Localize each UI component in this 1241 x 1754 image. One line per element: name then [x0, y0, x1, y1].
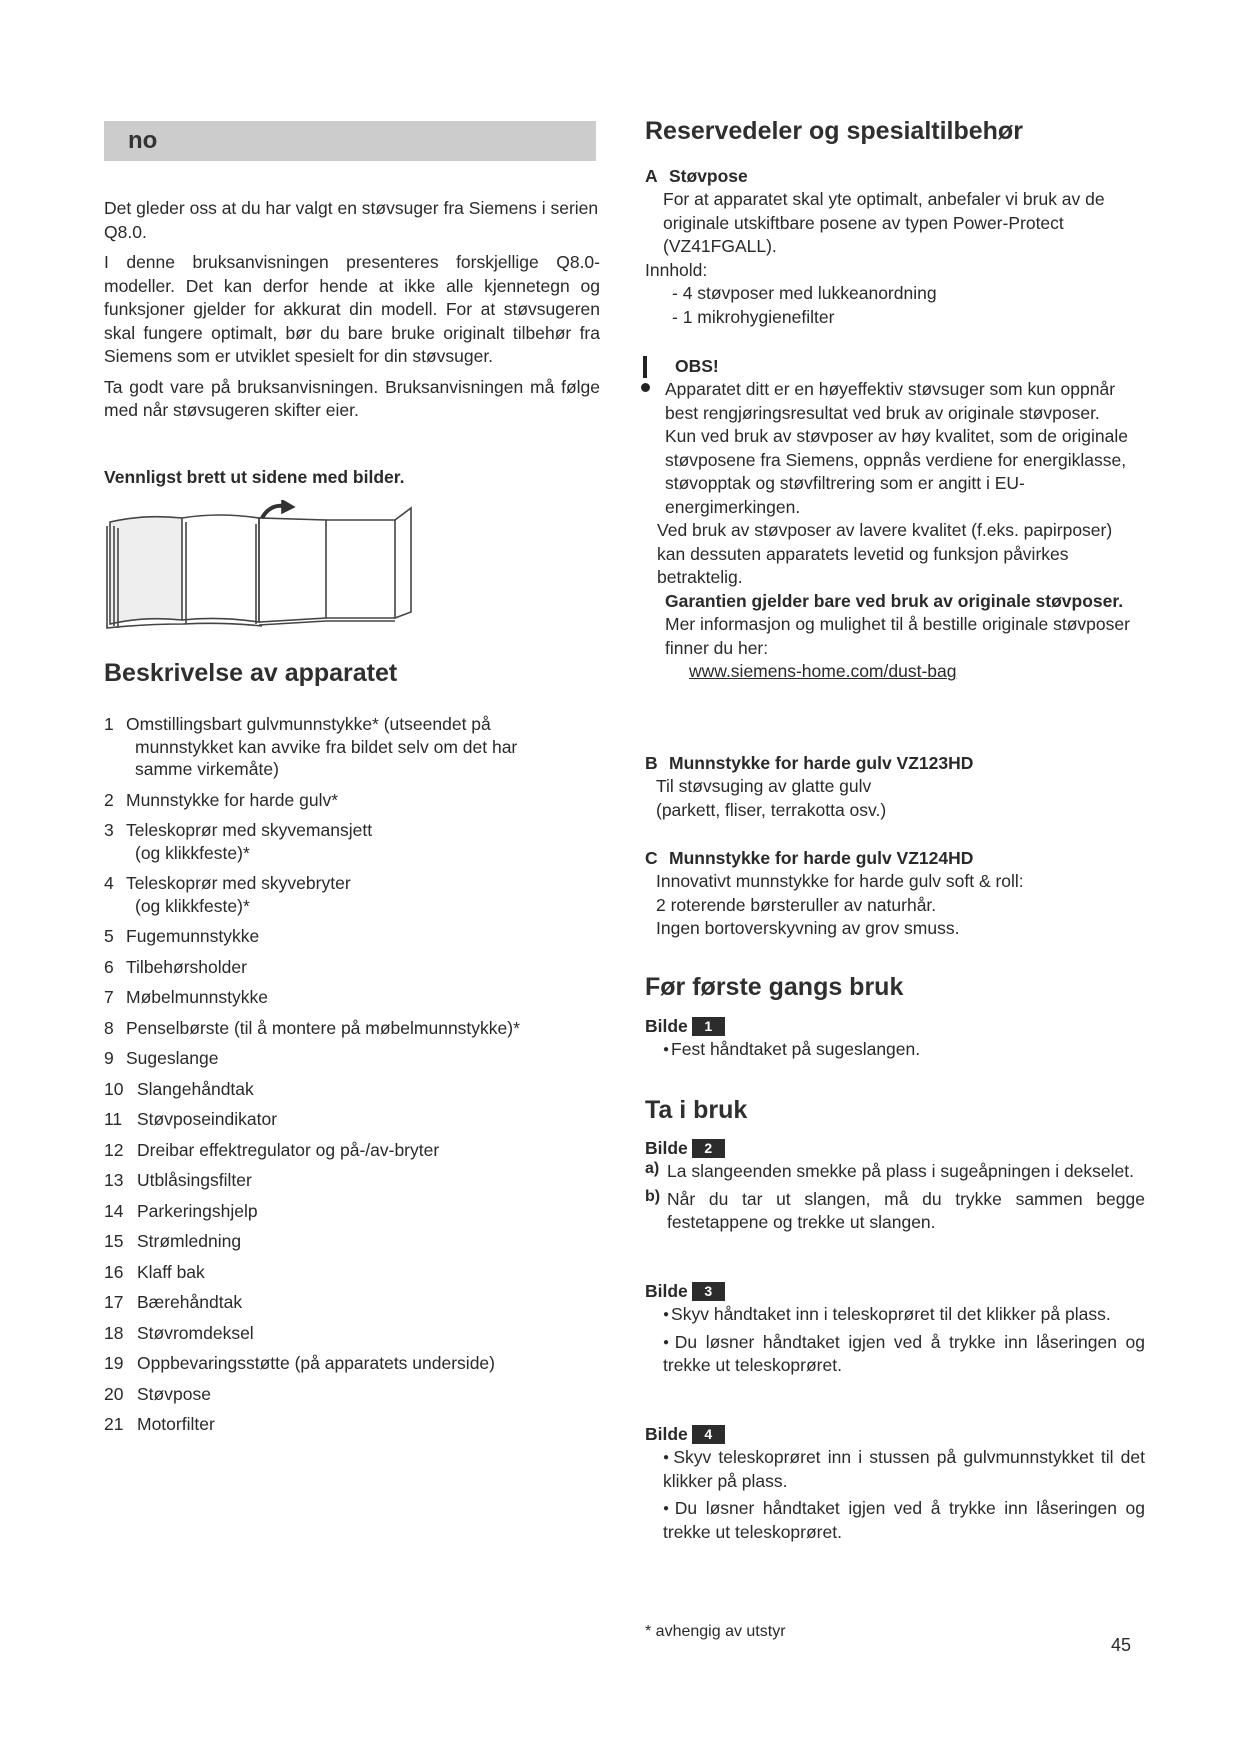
part-text [126, 819, 604, 864]
part-text [126, 1017, 604, 1040]
step-a-label: a) [645, 1160, 660, 1177]
obs-section [645, 355, 1145, 684]
fold-out-note: Vennligst brett ut sidene med bilder. [104, 467, 405, 487]
part-item [104, 1017, 604, 1040]
part-item [104, 789, 604, 812]
part-item [104, 1230, 604, 1253]
section-b-heading [645, 752, 1145, 775]
first-use-title: Før første gangs bruk [645, 973, 904, 1001]
obs-paragraph-1: Apparatet ditt er en høyeffektiv støvsuger som kun oppnår best rengjøringsresultat ved bruk av originale støvposer. [665, 379, 1116, 423]
part-label: Sugeslange [126, 1048, 219, 1068]
intro-paragraph-2: I denne bruksanvisningen presenteres forskjellige Q8.0-modeller. Det kan derfor hende at ikke alle kjennetegn og funksjoner gjelder for akkurat din modell. For at støvsugeren skal fungere optimalt, bør du bare bruke originalt tilbehør fra Siemens som er utviklet spesielt for din støvsuger. [104, 252, 600, 366]
part-label: Tilbehørsholder [126, 956, 247, 977]
part-label: Klaff bak [137, 1261, 205, 1282]
step-b-label: b) [645, 1187, 661, 1205]
part-item [104, 956, 604, 979]
bilde-3-text: Bilde [645, 1281, 688, 1301]
bilde-3-badge: 3 [692, 1282, 725, 1301]
part-text [126, 956, 604, 979]
part-item [104, 1200, 604, 1223]
part-label: Støvpose [137, 1383, 211, 1404]
bilde-4-badge: 4 [692, 1425, 725, 1444]
language-tag: no [104, 121, 596, 161]
section-c-heading [645, 847, 1145, 870]
section-b-line-2: (parkett, fliser, terrakotta osv.) [656, 799, 887, 820]
part-label: Dreibar effektregulator og på-/av-bryter [137, 1139, 440, 1160]
part-number: 14 [104, 1200, 124, 1221]
part-item [104, 872, 604, 917]
part-item [104, 1322, 604, 1345]
part-number: 4 [104, 873, 114, 893]
bilde-2-badge: 2 [692, 1139, 725, 1158]
bilde-1-label [645, 1015, 1145, 1038]
bilde-3-bullet-1: ● Skyv håndtaket inn i teleskoprøret til det klikker på plass. [645, 1303, 1145, 1327]
part-text [126, 872, 604, 917]
part-text [137, 1322, 604, 1345]
step-a-text: La slangeenden smekke på plass i sugeåpningen i dekselet. [667, 1161, 1134, 1181]
obs-heading: OBS! [675, 356, 719, 376]
bilde-2-text: Bilde [645, 1138, 688, 1158]
part-text [126, 713, 604, 781]
bilde-3-label [645, 1280, 1145, 1303]
part-label: Slangehåndtak [137, 1078, 254, 1099]
contents-label: Innhold: [645, 259, 708, 280]
part-number: 5 [104, 926, 114, 946]
part-number: 12 [104, 1139, 124, 1160]
step-b [645, 1188, 1145, 1235]
bilde-4-text: Bilde [645, 1424, 688, 1444]
part-item [104, 925, 604, 948]
section-c-line-1: Innovativt munnstykke for harde gulv soft & roll: [656, 871, 1024, 891]
part-text [126, 986, 604, 1009]
section-b-title: Munnstykke for harde gulv VZ123HD [669, 753, 974, 773]
bilde-4-label [645, 1423, 1145, 1446]
part-item [104, 1139, 604, 1162]
part-number: 10 [104, 1078, 124, 1099]
first-use-bilde-1 [645, 1015, 1145, 1062]
part-label: Strømledning [137, 1231, 242, 1251]
part-number: 9 [104, 1048, 114, 1068]
part-text [137, 1139, 604, 1162]
part-item [104, 713, 604, 781]
first-use-bullet: ● Fest håndtaket på sugeslangen. [645, 1038, 1145, 1062]
part-item [104, 1047, 604, 1070]
step-a [645, 1160, 1145, 1184]
fold-out-illustration [104, 500, 424, 640]
part-number: 2 [104, 789, 114, 810]
part-text [137, 1291, 604, 1314]
step-b-text: Når du tar ut slangen, må du trykke sammen begge festetappene og trekke ut slangen. [667, 1188, 1145, 1232]
section-c-title: Munnstykke for harde gulv VZ124HD [669, 848, 974, 868]
part-item [104, 1383, 604, 1406]
intro-paragraph-1: Det gleder oss at du har valgt en støvsuger fra Siemens i serien Q8.0. [104, 198, 599, 242]
obs-paragraph-3: Ved bruk av støvposer av lavere kvalitet (f.eks. papirposer) kan dessuten apparatets levetid og funksjon påvirkes betraktelig. [657, 520, 1113, 587]
part-text [137, 1078, 604, 1101]
part-label: Teleskoprør med skyvemansjett [126, 820, 373, 840]
part-number: 6 [104, 956, 114, 977]
part-item [104, 1261, 604, 1284]
section-a-heading [645, 165, 1145, 188]
contents-item-2: - 1 mikrohygienefilter [672, 306, 835, 327]
part-item [104, 1169, 604, 1192]
part-item [104, 1108, 604, 1131]
part-number: 8 [104, 1017, 114, 1038]
part-label: Utblåsingsfilter [137, 1170, 252, 1190]
part-label: Teleskoprør med skyvebryter [126, 873, 351, 893]
bilde-2-label [645, 1137, 1145, 1160]
part-number: 19 [104, 1353, 124, 1373]
part-text [137, 1413, 604, 1436]
contents-item-1: - 4 støvposer med lukkeanordning [672, 283, 937, 303]
bilde-3-bullet-2: ● Du løsner håndtaket igjen ved å trykke inn låseringen og trekke ut teleskoprøret. [645, 1331, 1145, 1378]
section-c-letter: C [645, 848, 658, 868]
bilde-1-badge: 1 [692, 1017, 725, 1036]
part-text [137, 1352, 604, 1375]
section-a-dust-bag [645, 165, 1145, 329]
section-c-line-3: Ingen bortoverskyvning av grov smuss. [656, 918, 960, 938]
part-label: Parkeringshjelp [137, 1200, 258, 1221]
part-text [137, 1200, 604, 1223]
part-text [137, 1108, 604, 1131]
part-label: Møbelmunnstykke [126, 987, 268, 1007]
description-title: Beskrivelse av apparatet [104, 659, 398, 687]
part-label: Oppbevaringsstøtte (på apparatets underside) [137, 1353, 495, 1373]
part-number: 13 [104, 1170, 124, 1190]
part-item [104, 1352, 604, 1375]
part-label: Støvposeindikator [137, 1109, 278, 1129]
section-a-title: Støvpose [669, 166, 748, 186]
use-bilde-2 [645, 1137, 1145, 1235]
open-book-icon [104, 500, 424, 635]
part-number: 16 [104, 1261, 124, 1282]
part-text [137, 1383, 604, 1406]
part-label: Fugemunnstykke [126, 926, 260, 946]
part-text [126, 1047, 604, 1070]
part-item [104, 1413, 604, 1436]
intro-paragraph-3: Ta godt vare på bruksanvisningen. Bruksanvisningen må følge med når støvsugeren skifter eier. [104, 376, 600, 420]
section-a-body: For at apparatet skal yte optimalt, anbefaler vi bruk av de originale utskiftbare posene av typen Power-Protect (VZ41FGALL). [663, 189, 1105, 256]
obs-warranty: Garantien gjelder bare ved bruk av originale støvposer. [665, 590, 1124, 611]
part-number: 18 [104, 1322, 124, 1343]
bilde-4-bullet-2: ● Du løsner håndtaket igjen ved å trykke inn låseringen og trekke ut teleskoprøret. [645, 1497, 1145, 1544]
section-c-line-2: 2 roterende børsteruller av naturhår. [656, 894, 937, 915]
part-number: 15 [104, 1231, 124, 1251]
bilde-4-bullet-1: ● Skyv teleskoprøret inn i stussen på gulvmunnstykket til det klikker på plass. [645, 1446, 1145, 1493]
part-number: 20 [104, 1383, 124, 1404]
spare-parts-title: Reservedeler og spesialtilbehør [645, 117, 1023, 145]
part-number: 17 [104, 1292, 124, 1312]
section-b-nozzle [645, 752, 1145, 822]
part-label: Penselbørste (til å montere på møbelmunnstykke)* [126, 1017, 520, 1038]
parts-list [104, 713, 604, 1444]
use-bilde-4 [645, 1423, 1145, 1544]
section-b-letter: B [645, 753, 658, 773]
part-label-continued: samme virkemåte) [135, 759, 279, 779]
part-label: Støvromdeksel [137, 1322, 254, 1343]
dust-bag-link[interactable]: www.siemens-home.com/dust-bag [689, 661, 957, 681]
use-bilde-3 [645, 1280, 1145, 1378]
part-text [137, 1230, 604, 1253]
section-a-letter: A [645, 166, 658, 186]
part-label-continued: munnstykket kan avvike fra bildet selv om det har [135, 736, 518, 757]
part-text [126, 789, 604, 812]
part-text [137, 1261, 604, 1284]
part-label: Motorfilter [137, 1414, 215, 1434]
part-item [104, 986, 604, 1009]
part-number: 3 [104, 820, 114, 840]
part-label: Munnstykke for harde gulv* [126, 789, 339, 810]
part-label-continued: (og klikkfeste)* [135, 842, 250, 863]
obs-paragraph-2: Kun ved bruk av støvposer av høy kvalitet, som de originale støvposene fra Siemens, oppnås verdiene for energiklasse, støvopptak og støvfiltrering som er angitt i EU-energimerkingen. [665, 426, 1128, 517]
part-number: 7 [104, 987, 114, 1007]
section-c-nozzle [645, 847, 1145, 941]
obs-paragraph-5: Mer informasjon og mulighet til å bestille originale støvposer finner du her: [665, 614, 1130, 658]
page-number: 45 [1111, 1635, 1132, 1655]
section-b-line-1: Til støvsuging av glatte gulv [656, 776, 872, 796]
part-label: Omstillingsbart gulvmunnstykke* (utseendet på [126, 714, 491, 734]
intro-section [104, 197, 600, 423]
part-item [104, 819, 604, 864]
part-item [104, 1078, 604, 1101]
part-text [137, 1169, 604, 1192]
part-number: 21 [104, 1414, 124, 1434]
footnote: * avhengig av utstyr [645, 1623, 786, 1640]
part-label: Bærehåndtak [137, 1292, 243, 1312]
part-label-continued: (og klikkfeste)* [135, 895, 250, 916]
part-item [104, 1291, 604, 1314]
bilde-1-text: Bilde [645, 1016, 688, 1036]
part-number: 11 [104, 1109, 123, 1129]
part-text [126, 925, 604, 948]
use-title: Ta i bruk [645, 1096, 748, 1124]
part-number: 1 [104, 714, 114, 734]
